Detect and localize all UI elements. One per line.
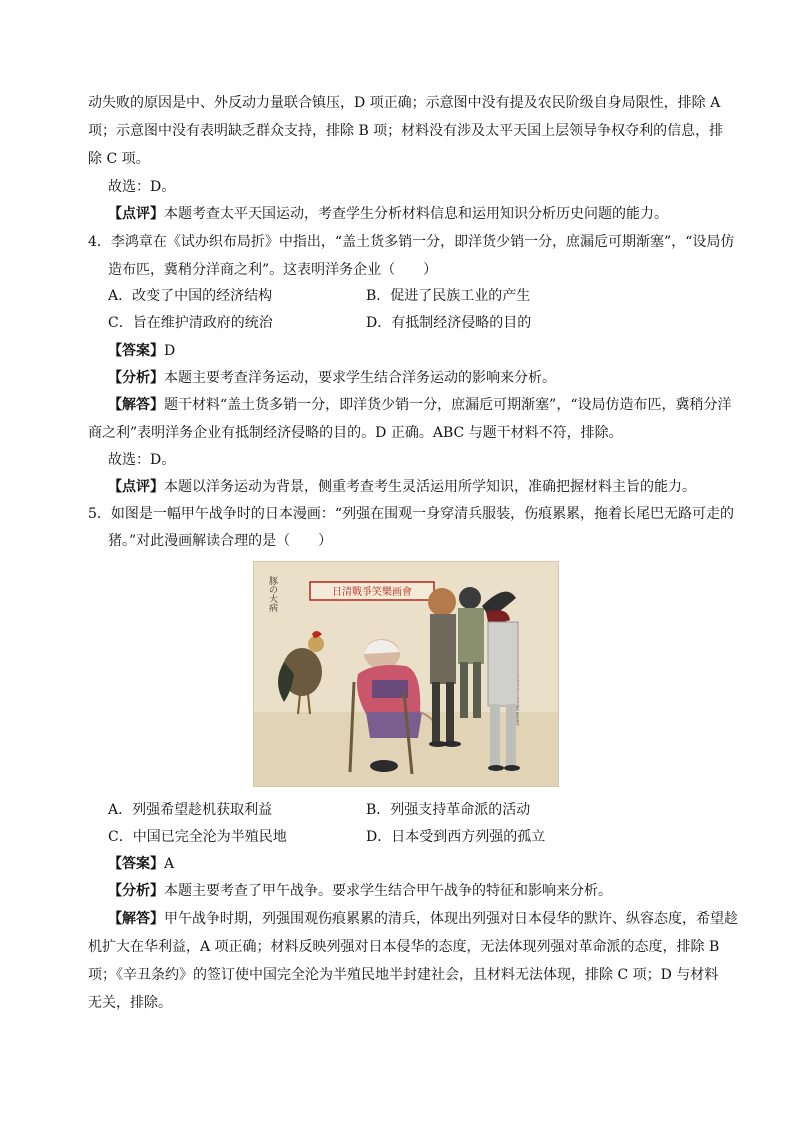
q4-stem-line-2: 造布匹，冀稍分洋商之利”。这表明洋务企业（ ）: [108, 262, 438, 278]
cartoon-figure: [253, 561, 559, 787]
analysis-text: 本题主要考查了甲午战争。要求学生结合甲午战争的特征和影响来分析。: [164, 883, 612, 899]
q5-solution-line-1: [108, 909, 738, 929]
solution-text: 甲午战争时期，列强围观伤痕累累的清兵，体现出列强对日本侵华的默许、纵容态度，希望趁: [164, 911, 738, 927]
q5-stem-line-1: 5．如图是一幅甲午战争时的日本漫画：“列强在围观一身穿清兵服装，伤痕累累，拖着长尾巴无路可走的: [88, 506, 735, 522]
comment-text: 本题考查太平天国运动，考查学生分析材料信息和运用知识分析历史问题的能力。: [164, 206, 668, 222]
q4-option-a: A．改变了中国的经济结构: [108, 288, 273, 304]
solution-tag: 【解答】: [108, 911, 164, 927]
cartoon-illustration: [254, 562, 559, 787]
q4-solution-line-1: [108, 395, 731, 415]
comment-tag: 【点评】: [108, 479, 164, 495]
analysis-text: 本题主要考查洋务运动，要求学生结合洋务运动的影响来分析。: [164, 370, 556, 386]
answer-tag: 【答案】: [108, 856, 164, 872]
prev-explanation-line-2: 项；示意图中没有表明缺乏群众支持，排除 B 项；材料没有涉及太平天国上层领导争权夺利的信息，排: [88, 123, 724, 139]
q5-option-a: A．列强希望趁机获取利益: [108, 802, 273, 818]
q5-analysis: [108, 881, 612, 901]
q4-answer: [108, 341, 175, 361]
answer-value: D: [164, 343, 176, 359]
q5-option-d: D．日本受到西方列强的孤立: [366, 829, 546, 845]
answer-value: A: [164, 856, 175, 872]
side-text: 豚の大病: [267, 576, 277, 612]
q4-choice: 故选：D。: [108, 452, 176, 468]
q5-answer: [108, 854, 174, 874]
q4-solution-line-2: 商之利”表明洋务企业有抵制经济侵略的目的。D 正确。ABC 与题干材料不符，排除。: [88, 425, 623, 441]
q4-option-b: B．促进了民族工业的产生: [366, 288, 531, 304]
comment-tag: 【点评】: [108, 206, 164, 222]
analysis-tag: 【分析】: [108, 883, 164, 899]
q4-analysis: [108, 368, 556, 388]
analysis-tag: 【分析】: [108, 370, 164, 386]
solution-text: 题干材料“盖土货多销一分，即洋货少销一分，庶漏卮可期渐塞”，“设局仿造布匹，冀稍分洋: [164, 397, 732, 413]
q5-option-b: B．列强支持革命派的活动: [366, 802, 531, 818]
q4-option-d: D．有抵制经济侵略的目的: [366, 315, 532, 331]
prev-explanation-line-3: 除 C 项。: [88, 151, 150, 167]
solution-tag: 【解答】: [108, 397, 164, 413]
q5-solution-line-4: 无关，排除。: [88, 995, 172, 1011]
banner-text: 日清戰爭笑樂画會: [332, 587, 412, 598]
q4-option-c: C．旨在维护清政府的统治: [108, 315, 273, 331]
comment-text: 本题以洋务运动为背景，侧重考查考生灵活运用所学知识，准确把握材料主旨的能力。: [164, 479, 696, 495]
prev-comment: [108, 204, 668, 224]
prev-explanation-line-1: 动失败的原因是中、外反动力量联合镇压，D 项正确；示意图中没有提及农民阶级自身局限性，排除 A: [88, 95, 721, 111]
q5-option-c: C．中国已完全沦为半殖民地: [108, 829, 287, 845]
q5-solution-line-3: 项；《辛丑条约》的签订使中国完全沦为半殖民地半封建社会，且材料无法体现，排除 C 项；D 与材料: [88, 967, 719, 983]
answer-tag: 【答案】: [108, 343, 164, 359]
q4-stem-line-1: 4．李鸿章在《试办织布局折》中指出，“盖土货多销一分，即洋货少销一分，庶漏卮可期渐塞”，“设局仿: [88, 234, 735, 250]
q4-comment: [108, 477, 696, 497]
q5-stem-line-2: 猪。”对此漫画解读合理的是（ ）: [108, 533, 333, 549]
q5-solution-line-2: 机扩大在华利益，A 项正确；材料反映列强对日本侵华的态度，无法体现列强对革命派的态度，排除 B: [88, 939, 720, 955]
prev-choice: 故选：D。: [108, 179, 176, 195]
